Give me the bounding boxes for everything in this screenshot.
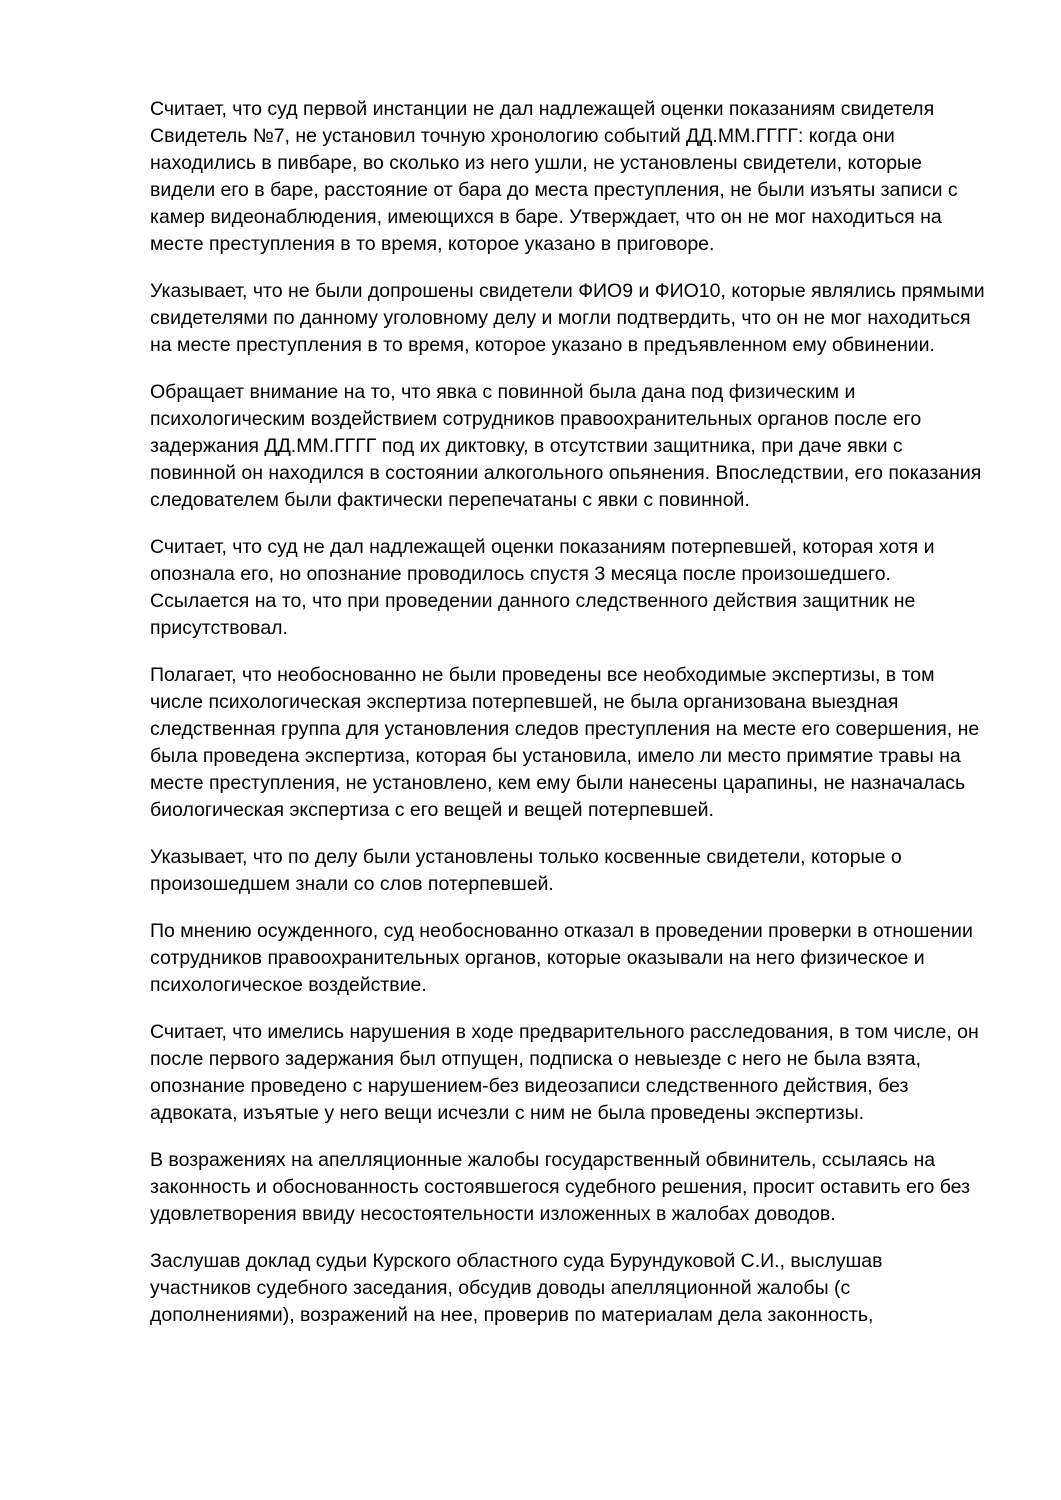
document-page [150, 96, 985, 1349]
paragraph-victim-identification: Считает, что суд не дал надлежащей оценки показаниям потерпевшей, которая хотя и опознала его, но опознание проводилось спустя 3 месяца после произошедшего. Ссылается на то, что при проведении данного следственного действия защитник не присутствовал. [150, 536, 935, 639]
paragraph-uninterrogated-witnesses: Указывает, что не были допрошены свидетели ФИО9 и ФИО10, которые являлись прямыми свидетелями по данному уголовному делу и могли подтвердить, что он не мог находиться на месте преступления в то время, которое указано в предъявленном ему обвинении. [150, 280, 985, 356]
paragraph-indirect-witnesses: Указывает, что по делу были установлены только косвенные свидетели, которые о произошедшем знали со слов потерпевшей. [150, 846, 902, 895]
paragraph-refused-inquiry: По мнению осужденного, суд необоснованно отказал в проведении проверки в отношении сотрудников правоохранительных органов, которые оказывали на него физическое и психологическое воздействие. [150, 920, 973, 996]
paragraph-confession-pressure: Обращает внимание на то, что явка с повинной была дана под физическим и психологическим воздействием сотрудников правоохранительных органов после его задержания ДД.ММ.ГГГГ под их диктовку, в отсутствии защитника, при даче явки с повинной он находился в состоянии алкогольного опьянения. Впоследствии, его показания следователем были фактически перепечатаны с явки с повинной. [150, 381, 982, 511]
paragraph-missing-expertises: Полагает, что необоснованно не были проведены все необходимые экспертизы, в том числе психологическая экспертиза потерпевшей, не была организована выездная следственная группа для установления следов преступления на месте его совершения, не была проведена экспертиза, которая бы установила, имело ли место примятие травы на месте преступления, не установлено, кем ему были нанесены царапины, не назначалась биологическая экспертиза с его вещей и вещей потерпевшей. [150, 664, 980, 821]
paragraph-witness-evaluation: Считает, что суд первой инстанции не дал надлежащей оценки показаниям свидетеля Свидетель №7, не установил точную хронологию событий ДД.ММ.ГГГГ: когда они находились в пивбаре, во сколько из него ушли, не установлены свидетели, которые видели его в баре, расстояние от бара до места преступления, не были изъяты записи с камер видеонаблюдения, имеющихся в баре. Утверждает, что он не мог находиться на месте преступления в то время, которое указано в приговоре. [150, 98, 958, 255]
paragraph-judge-report: Заслушав доклад судьи Курского областного суда Бурундуковой С.И., выслушав участников судебного заседания, обсудив доводы апелляционной жалобы (с дополнениями), возражений на нее, проверив по материалам дела законность, [150, 1250, 883, 1326]
paragraph-investigation-violations: Считает, что имелись нарушения в ходе предварительного расследования, в том числе, он после первого задержания был отпущен, подписка о невыезде с него не была взята, опознание проведено с нарушением-без видеозаписи следственного действия, без адвоката, изъятые у него вещи исчезли с ним не была проведены экспертизы. [150, 1021, 979, 1124]
paragraph-prosecutor-objections: В возражениях на апелляционные жалобы государственный обвинитель, ссылаясь на законность и обоснованность состоявшегося судебного решения, просит оставить его без удовлетворения ввиду несостоятельности изложенных в жалобах доводов. [150, 1149, 971, 1225]
